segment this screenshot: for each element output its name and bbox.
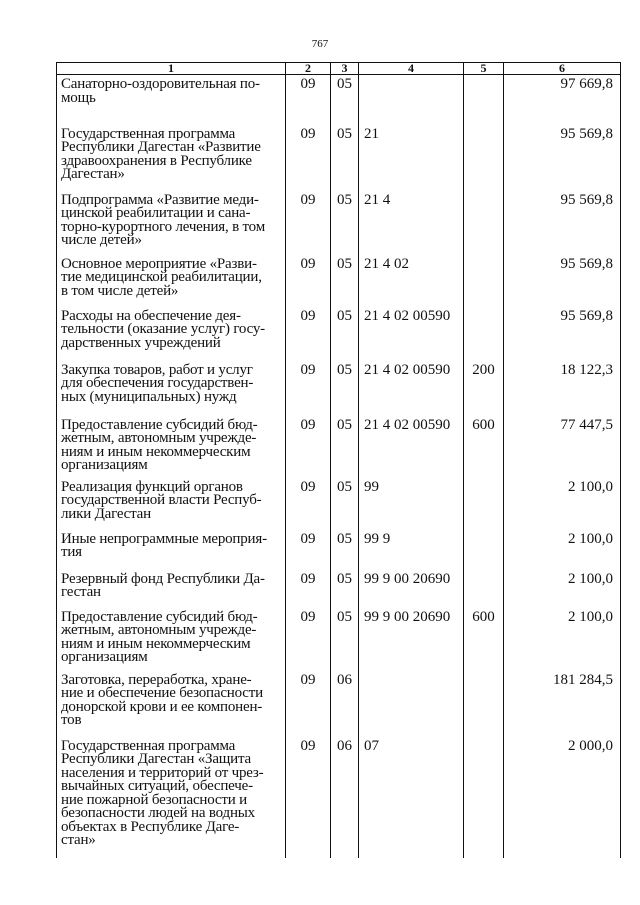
section-code-cell: 09 <box>286 362 331 417</box>
target-article-code-cell: 21 4 02 00590 <box>359 362 464 417</box>
subsection-code-cell: 05 <box>331 75 359 126</box>
subsection-code-cell: 06 <box>331 672 359 738</box>
section-code-cell: 09 <box>286 738 331 858</box>
target-article-code-cell: 07 <box>359 738 464 858</box>
section-code-cell: 09 <box>286 672 331 738</box>
column-header-4: 4 <box>359 63 464 75</box>
amount-cell: 95 569,8 <box>504 256 621 308</box>
table-row <box>57 192 621 256</box>
item-name-cell: Государственная программа Республики Дагестан «Защита населения и территорий от чрез- вычайных ситуаций, обеспече- ние пожарной безопасности и безопасности людей на водных объектах в Республике Даге- стан» <box>57 738 286 858</box>
amount-cell: 2 100,0 <box>504 609 621 672</box>
amount-cell: 2 000,0 <box>504 738 621 858</box>
section-code-cell: 09 <box>286 308 331 362</box>
table-row <box>57 531 621 571</box>
subsection-code-cell: 06 <box>331 738 359 858</box>
column-header-3: 3 <box>331 63 359 75</box>
target-article-code-cell: 21 4 02 00590 <box>359 417 464 479</box>
table-row <box>57 571 621 609</box>
table-row <box>57 126 621 192</box>
target-article-code-cell: 21 <box>359 126 464 192</box>
expense-type-code-cell <box>464 308 504 362</box>
column-header-2: 2 <box>286 63 331 75</box>
target-article-code-cell: 21 4 02 00590 <box>359 308 464 362</box>
item-name-cell: Резервный фонд Республики Да- гестан <box>57 571 286 609</box>
table-row <box>57 308 621 362</box>
item-name-cell: Подпрограмма «Развитие меди- цинской реабилитации и сана- торно-курортного лечения, в том числе детей» <box>57 192 286 256</box>
target-article-code-cell <box>359 672 464 738</box>
table-row <box>57 609 621 672</box>
table-row <box>57 75 621 126</box>
item-name-cell: Предоставление субсидий бюд- жетным, автономным учрежде- ниям и иным некоммерческим организациям <box>57 609 286 672</box>
section-code-cell: 09 <box>286 75 331 126</box>
table-row <box>57 362 621 417</box>
subsection-code-cell: 05 <box>331 417 359 479</box>
item-name-cell: Расходы на обеспечение дея- тельности (оказание услуг) госу- дарственных учреждений <box>57 308 286 362</box>
section-code-cell: 09 <box>286 192 331 256</box>
section-code-cell: 09 <box>286 571 331 609</box>
item-name-cell: Реализация функций органов государственной власти Респуб- лики Дагестан <box>57 479 286 531</box>
column-header-6: 6 <box>504 63 621 75</box>
amount-cell: 95 569,8 <box>504 308 621 362</box>
section-code-cell: 09 <box>286 417 331 479</box>
expense-type-code-cell: 600 <box>464 417 504 479</box>
table-row <box>57 417 621 479</box>
budget-table <box>56 62 621 858</box>
section-code-cell: 09 <box>286 256 331 308</box>
subsection-code-cell: 05 <box>331 192 359 256</box>
subsection-code-cell: 05 <box>331 308 359 362</box>
item-name-cell: Иные непрограммные мероприя- тия <box>57 531 286 571</box>
expense-type-code-cell <box>464 75 504 126</box>
expense-type-code-cell <box>464 531 504 571</box>
expense-type-code-cell <box>464 672 504 738</box>
page-number: 767 <box>311 38 329 50</box>
target-article-code-cell: 21 4 02 <box>359 256 464 308</box>
header-row <box>57 63 621 75</box>
section-code-cell: 09 <box>286 126 331 192</box>
expense-type-code-cell <box>464 479 504 531</box>
target-article-code-cell: 99 9 00 20690 <box>359 609 464 672</box>
table-row <box>57 738 621 858</box>
column-header-5: 5 <box>464 63 504 75</box>
item-name-cell: Санаторно-оздоровительная по- мощь <box>57 75 286 126</box>
expense-type-code-cell <box>464 256 504 308</box>
expense-type-code-cell: 600 <box>464 609 504 672</box>
subsection-code-cell: 05 <box>331 256 359 308</box>
target-article-code-cell: 21 4 <box>359 192 464 256</box>
target-article-code-cell: 99 9 <box>359 531 464 571</box>
target-article-code-cell: 99 9 00 20690 <box>359 571 464 609</box>
table-row <box>57 672 621 738</box>
column-header-1: 1 <box>57 63 286 75</box>
item-name-cell: Предоставление субсидий бюд- жетным, автономным учрежде- ниям и иным некоммерческим организациям <box>57 417 286 479</box>
amount-cell: 95 569,8 <box>504 126 621 192</box>
expense-type-code-cell: 200 <box>464 362 504 417</box>
item-name-cell: Заготовка, переработка, хране- ние и обеспечение безопасности донорской крови и ее компонен- тов <box>57 672 286 738</box>
target-article-code-cell: 99 <box>359 479 464 531</box>
amount-cell: 97 669,8 <box>504 75 621 126</box>
subsection-code-cell: 05 <box>331 609 359 672</box>
item-name-cell: Закупка товаров, работ и услуг для обеспечения государствен- ных (муниципальных) нужд <box>57 362 286 417</box>
amount-cell: 2 100,0 <box>504 571 621 609</box>
item-name-cell: Основное мероприятие «Разви- тие медицинской реабилитации, в том числе детей» <box>57 256 286 308</box>
amount-cell: 18 122,3 <box>504 362 621 417</box>
expense-type-code-cell <box>464 192 504 256</box>
section-code-cell: 09 <box>286 531 331 571</box>
amount-cell: 2 100,0 <box>504 479 621 531</box>
subsection-code-cell: 05 <box>331 126 359 192</box>
expense-type-code-cell <box>464 738 504 858</box>
expense-type-code-cell <box>464 126 504 192</box>
subsection-code-cell: 05 <box>331 479 359 531</box>
table-row <box>57 256 621 308</box>
target-article-code-cell <box>359 75 464 126</box>
amount-cell: 181 284,5 <box>504 672 621 738</box>
expense-type-code-cell <box>464 571 504 609</box>
section-code-cell: 09 <box>286 479 331 531</box>
amount-cell: 77 447,5 <box>504 417 621 479</box>
item-name-cell: Государственная программа Республики Дагестан «Развитие здравоохранения в Республике Дагестан» <box>57 126 286 192</box>
section-code-cell: 09 <box>286 609 331 672</box>
amount-cell: 2 100,0 <box>504 531 621 571</box>
subsection-code-cell: 05 <box>331 362 359 417</box>
amount-cell: 95 569,8 <box>504 192 621 256</box>
subsection-code-cell: 05 <box>331 571 359 609</box>
subsection-code-cell: 05 <box>331 531 359 571</box>
table-row <box>57 479 621 531</box>
